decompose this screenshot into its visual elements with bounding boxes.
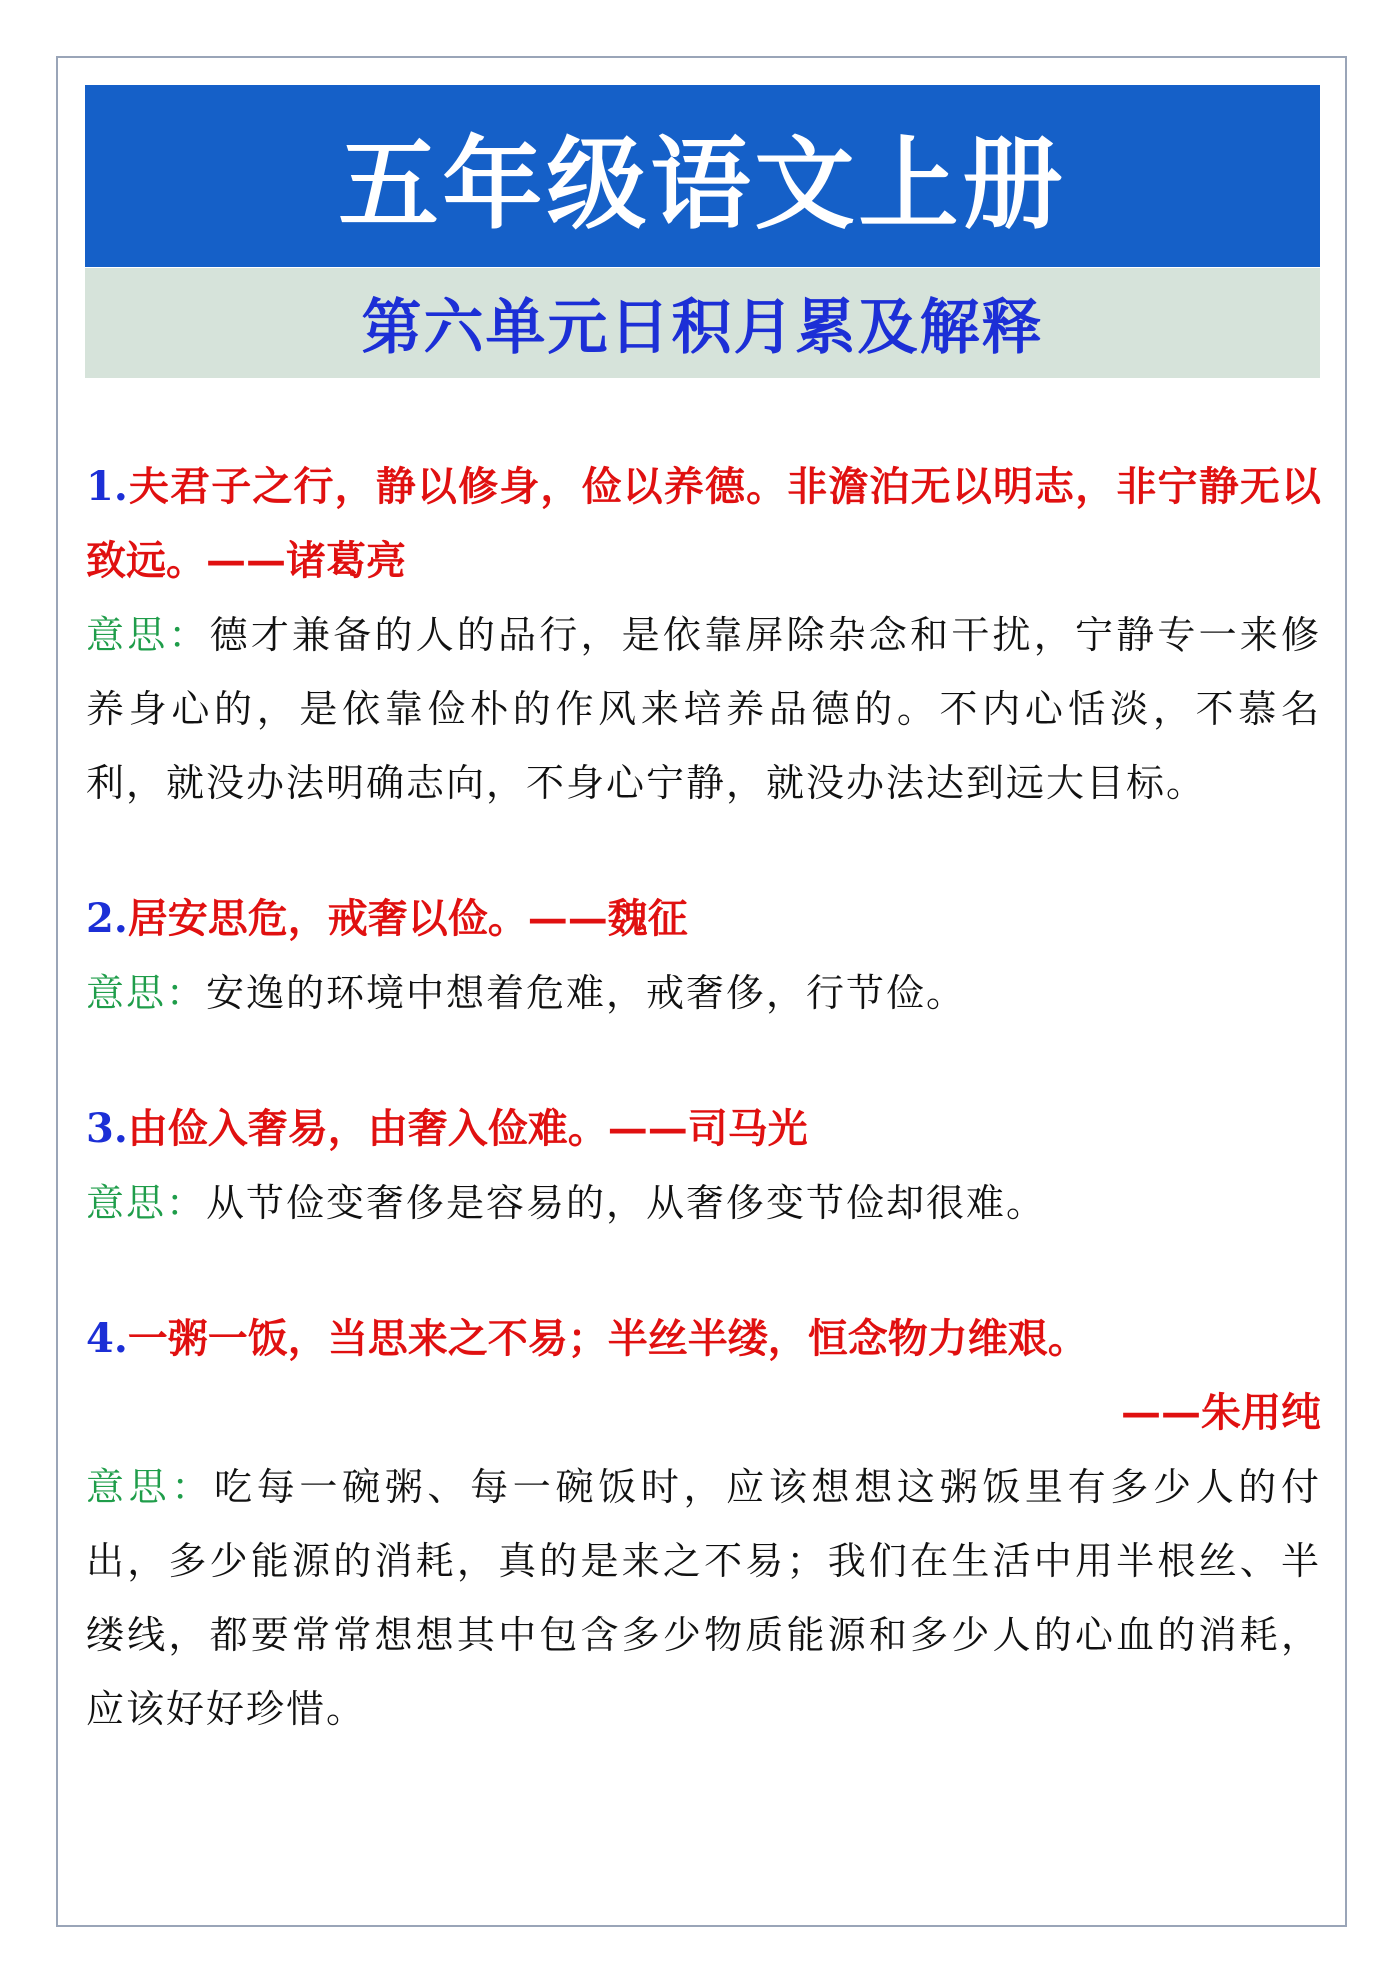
quote-text: 居安思危，戒奢以俭。——魏征 (127, 895, 688, 942)
entry-number: 4. (86, 1315, 128, 1362)
meaning-text: 吃每一碗粥、每一碗饭时，应该想想这粥饭里有多少人的付出，多少能源的消耗，真的是来之不易；我们在生活中用半根丝、半缕线，都要常常想想其中包含多少物质能源和多少人的心血的消耗，应该好好珍惜。 (86, 1465, 1321, 1731)
quote (86, 1302, 1321, 1376)
meaning-text: 从节俭变奢侈是容易的，从奢侈变节俭却很难。 (206, 1181, 1047, 1225)
meaning-text: 德才兼备的人的品行，是依靠屏除杂念和干扰，宁静专一来修养身心的，是依靠俭朴的作风来培养品德的。不内心恬淡，不慕名利，就没办法明确志向，不身心宁静，就没办法达到远大目标。 (86, 613, 1321, 805)
entry-3 (86, 1092, 1321, 1240)
quote (86, 1092, 1321, 1166)
meaning (86, 956, 1321, 1030)
page-title: 五年级语文上册 (338, 125, 1067, 243)
meaning (86, 1450, 1321, 1746)
meaning-label: 意思： (86, 613, 210, 657)
meaning-label: 意思： (86, 971, 207, 1015)
meaning-label: 意思： (86, 1181, 207, 1225)
entry-1 (86, 450, 1321, 820)
subtitle-banner (85, 268, 1320, 378)
quote (86, 882, 1321, 956)
entries-list (86, 450, 1321, 1808)
meaning (86, 598, 1321, 820)
quote-text: 一粥一饭，当思来之不易；半丝半缕，恒念物力维艰。 (127, 1315, 1088, 1362)
entry-2 (86, 882, 1321, 1030)
entry-number: 1. (86, 463, 128, 510)
meaning-text: 安逸的环境中想着危难，戒奢侈，行节俭。 (206, 971, 967, 1015)
quote-author: ——朱用纯 (1121, 1389, 1321, 1436)
entry-number: 3. (86, 1105, 128, 1152)
entry-4 (86, 1302, 1321, 1746)
quote-text: 由俭入奢易，由奢入俭难。——司马光 (127, 1105, 808, 1152)
quote (86, 450, 1321, 598)
title-banner (85, 85, 1320, 267)
entry-number: 2. (86, 895, 128, 942)
meaning-label: 意思： (86, 1465, 215, 1509)
meaning (86, 1166, 1321, 1240)
quote-text: 夫君子之行，静以修身，俭以养德。非澹泊无以明志，非宁静无以致远。——诸葛亮 (86, 463, 1321, 584)
page-subtitle: 第六单元日积月累及解释 (361, 293, 1044, 363)
